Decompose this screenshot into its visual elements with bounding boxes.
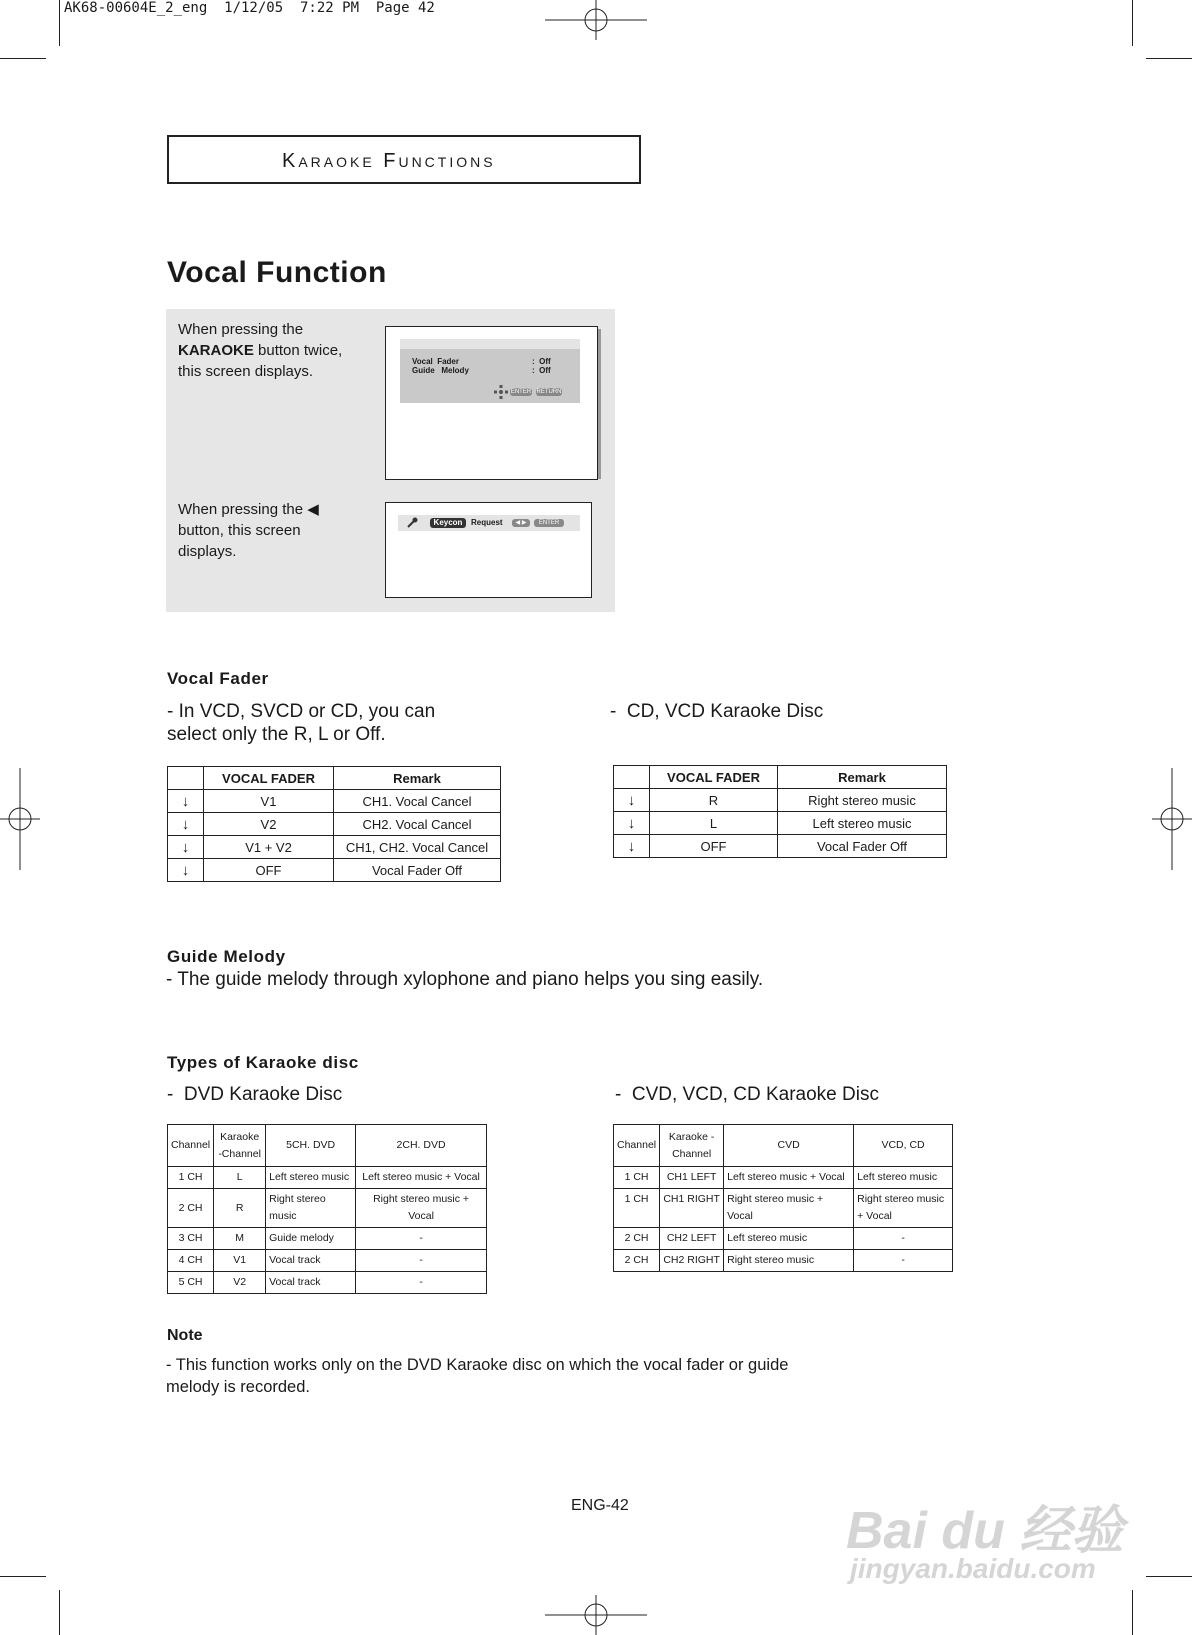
table-cell: V1 <box>204 790 334 813</box>
down-arrow-icon: ↓ <box>614 812 650 835</box>
vocal-fader-label: Vocal Fader <box>412 357 459 366</box>
table-cell: Right stereo music + Vocal <box>356 1189 487 1228</box>
down-arrow-icon: ↓ <box>168 859 204 882</box>
table-row <box>168 1228 487 1250</box>
table-cell: Vocal track <box>266 1272 356 1294</box>
guide-melody-value: : Off <box>532 366 551 375</box>
vocal-fader-value: : Off <box>532 357 551 366</box>
down-arrow-icon: ↓ <box>168 813 204 836</box>
table-cell: Guide melody <box>266 1228 356 1250</box>
page-number: ENG-42 <box>571 1497 629 1514</box>
table-cell: CH1 RIGHT <box>660 1189 724 1228</box>
table-header-row <box>614 766 947 789</box>
vocal-fader-table-left <box>167 766 501 882</box>
table-header-cell: Remark <box>778 766 947 789</box>
karaoke-button-label: KARAOKE <box>178 342 254 359</box>
table-cell: R <box>650 789 778 812</box>
enter-key-badge-2: ENTER <box>534 519 564 527</box>
table-row <box>614 835 947 858</box>
guide-melody-text: - The guide melody through xylophone and piano helps you sing easily. <box>166 969 764 990</box>
down-arrow-icon: ↓ <box>614 789 650 812</box>
table-cell: 2 CH <box>168 1189 214 1228</box>
table-cell: Right stereo music <box>724 1250 854 1272</box>
table-cell: L <box>650 812 778 835</box>
table-row <box>614 789 947 812</box>
table-cell: OFF <box>204 859 334 882</box>
return-key-badge: RETURN <box>536 389 562 395</box>
table-cell: 2 CH <box>614 1228 660 1250</box>
table-row <box>614 1250 953 1272</box>
note-text: - This function works only on the DVD Karaoke disc on which the vocal fader or guide melody is recorded. <box>166 1356 789 1396</box>
table-row <box>614 1167 953 1189</box>
table-header-cell: 2CH. DVD <box>356 1125 487 1167</box>
table-cell: OFF <box>650 835 778 858</box>
cvd-karaoke-table <box>613 1124 953 1272</box>
table-header-row <box>168 767 501 790</box>
table-cell: V1 <box>214 1250 266 1272</box>
table-cell: Left stereo music <box>854 1167 953 1189</box>
table-cell: V1 + V2 <box>204 836 334 859</box>
table-header-row <box>614 1125 953 1167</box>
guide-melody-label: Guide Melody <box>412 366 469 375</box>
table-row <box>168 1189 487 1228</box>
screen1-preview <box>385 326 598 480</box>
table-header-cell <box>614 766 650 789</box>
down-arrow-icon: ↓ <box>168 836 204 859</box>
table-cell: 1 CH <box>614 1189 660 1228</box>
vocal-fader-right-intro: - CD, VCD Karaoke Disc <box>610 701 824 722</box>
table-cell: - <box>854 1228 953 1250</box>
table-cell: CH2. Vocal Cancel <box>334 813 501 836</box>
table-cell: V2 <box>204 813 334 836</box>
table-header-cell: 5CH. DVD <box>266 1125 356 1167</box>
screen2-bar <box>398 515 580 531</box>
table-cell: Right stereo music <box>778 789 947 812</box>
table-cell: Left stereo music + Vocal <box>356 1167 487 1189</box>
screen2-preview <box>385 502 592 598</box>
microphone-icon <box>406 517 418 529</box>
screen1-text-suffix: button twice, this screen displays. <box>178 342 343 380</box>
table-row <box>168 1167 487 1189</box>
table-cell: R <box>214 1189 266 1228</box>
watermark-logo: Bai du 经验 <box>846 1502 1124 1560</box>
vocal-fader-left-intro: - In VCD, SVCD or CD, you can select only the R, L or Off. <box>167 701 436 745</box>
table-cell: 2 CH <box>614 1250 660 1272</box>
table-cell: CH2 RIGHT <box>660 1250 724 1272</box>
dvd-karaoke-table <box>167 1124 487 1294</box>
watermark-url: jingyan.baidu.com <box>850 1553 1096 1584</box>
table-cell: CH2 LEFT <box>660 1228 724 1250</box>
screen1-shadow <box>598 329 601 479</box>
table-header-cell: VOCAL FADER <box>204 767 334 790</box>
dvd-karaoke-intro: - DVD Karaoke Disc <box>167 1084 343 1105</box>
section-title-box <box>167 135 641 184</box>
table-header-cell: Channel <box>168 1125 214 1167</box>
table-cell: Right stereo music <box>266 1189 356 1228</box>
table-row <box>168 1250 487 1272</box>
table-row <box>614 1228 953 1250</box>
types-heading: Types of Karaoke disc <box>167 1053 359 1072</box>
table-header-cell: CVD <box>724 1125 854 1167</box>
table-cell: CH1 LEFT <box>660 1167 724 1189</box>
table-cell: Vocal Fader Off <box>778 835 947 858</box>
table-cell: - <box>854 1250 953 1272</box>
screen2-description: When pressing the ◀ button, this screen displays. <box>178 501 319 560</box>
table-cell: - <box>356 1272 487 1294</box>
table-row <box>168 813 501 836</box>
section-title: Karaoke Functions <box>282 150 496 172</box>
table-cell: 1 CH <box>168 1167 214 1189</box>
table-cell: Right stereo music + Vocal <box>724 1189 854 1228</box>
table-row <box>168 790 501 813</box>
request-label: Request <box>471 518 503 527</box>
table-header-cell: VCD, CD <box>854 1125 953 1167</box>
table-header-cell: Remark <box>334 767 501 790</box>
table-header-cell: Karaoke -Channel <box>660 1125 724 1167</box>
note-heading: Note <box>167 1327 203 1344</box>
vocal-fader-heading: Vocal Fader <box>167 669 269 688</box>
screen1-description <box>178 319 368 382</box>
screens-panel <box>166 309 615 612</box>
table-cell: Left stereo music <box>724 1228 854 1250</box>
table-header-row <box>168 1125 487 1167</box>
table-header-cell: Karaoke -Channel <box>214 1125 266 1167</box>
table-cell: 1 CH <box>614 1167 660 1189</box>
cvd-karaoke-intro: - CVD, VCD, CD Karaoke Disc <box>615 1084 879 1105</box>
table-cell: 3 CH <box>168 1228 214 1250</box>
vocal-fader-table-right <box>613 765 947 858</box>
screen1-text-prefix: When pressing the <box>178 321 304 338</box>
registration-mark-left <box>0 768 40 870</box>
table-row <box>614 1189 953 1228</box>
dpad-icon <box>494 385 508 399</box>
table-header-cell: VOCAL FADER <box>650 766 778 789</box>
arrow-keys-badge: ◀ ▶ <box>512 519 530 527</box>
table-row <box>168 1272 487 1294</box>
table-cell: L <box>214 1167 266 1189</box>
down-arrow-icon: ↓ <box>168 790 204 813</box>
table-cell: Left stereo music <box>266 1167 356 1189</box>
page-title: Vocal Function <box>167 256 387 289</box>
guide-melody-heading: Guide Melody <box>167 947 286 966</box>
table-cell: Right stereo music + Vocal <box>854 1189 953 1228</box>
table-cell: 5 CH <box>168 1272 214 1294</box>
table-cell: - <box>356 1228 487 1250</box>
table-row <box>614 812 947 835</box>
keycon-badge: Keycon <box>430 518 466 528</box>
table-cell: 4 CH <box>168 1250 214 1272</box>
table-cell: Left stereo music <box>778 812 947 835</box>
screen1-menu <box>400 339 580 403</box>
print-header: AK68-00604E_2_eng 1/12/05 7:22 PM Page 42 <box>64 0 435 16</box>
table-cell: Vocal track <box>266 1250 356 1272</box>
table-cell: - <box>356 1250 487 1272</box>
table-cell: CH1, CH2. Vocal Cancel <box>334 836 501 859</box>
enter-key-badge: ENTER <box>510 389 532 395</box>
table-cell: CH1. Vocal Cancel <box>334 790 501 813</box>
registration-mark-right <box>1152 768 1192 870</box>
down-arrow-icon: ↓ <box>614 835 650 858</box>
registration-mark-top <box>545 0 647 40</box>
table-cell: Left stereo music + Vocal <box>724 1167 854 1189</box>
registration-mark-bottom <box>545 1595 647 1635</box>
table-cell: V2 <box>214 1272 266 1294</box>
table-header-cell: Channel <box>614 1125 660 1167</box>
table-row <box>168 836 501 859</box>
table-header-cell <box>168 767 204 790</box>
table-cell: Vocal Fader Off <box>334 859 501 882</box>
table-row <box>168 859 501 882</box>
table-cell: M <box>214 1228 266 1250</box>
